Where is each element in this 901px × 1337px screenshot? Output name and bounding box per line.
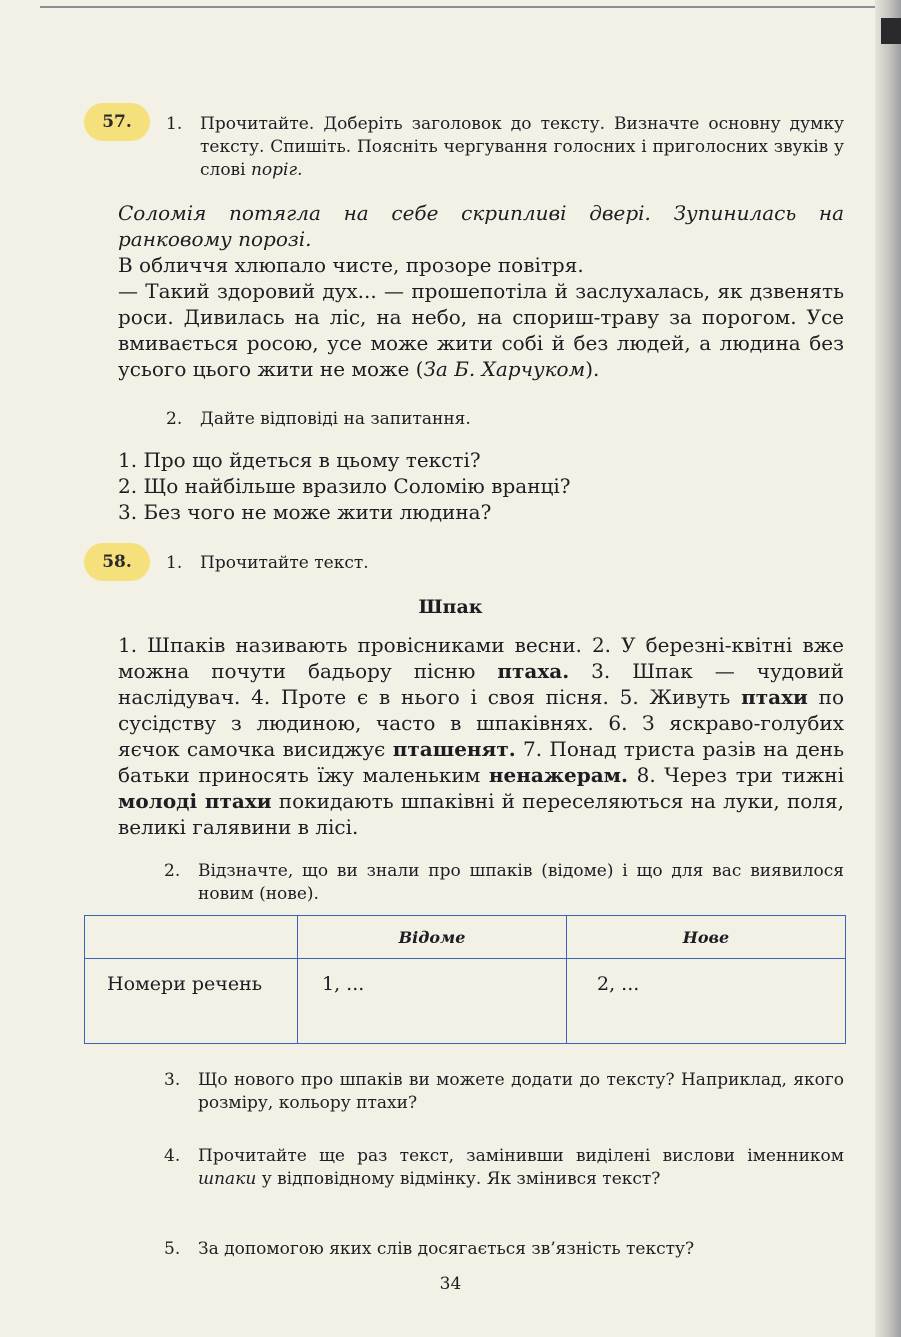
task-text: Дайте відповіді на запитання. — [200, 409, 471, 429]
table-cell-new: 2, ... — [567, 959, 846, 1044]
question-item: 1. Про що йдеться в цьому тексті? — [118, 448, 481, 472]
text-paragraph — [118, 632, 844, 840]
exercise-57-questions — [118, 447, 838, 525]
table-cell-known: 1, ... — [298, 959, 567, 1044]
task-number: 4. — [164, 1146, 181, 1166]
highlighted-phrase: птахи — [741, 685, 808, 709]
sentence-text: 7. Понад триста разів на день батьки приносять їжу маленьким — [118, 737, 845, 787]
task-number: 1. — [166, 114, 183, 134]
task-word: шпаки — [198, 1169, 257, 1189]
top-rule — [40, 6, 880, 8]
text-paragraph-3-end: ). — [585, 357, 600, 381]
exercise-57-task-2 — [166, 408, 844, 431]
exercise-58-badge: 58. — [84, 543, 150, 581]
exercise-57-badge: 57. — [84, 103, 150, 141]
question-item: 3. Без чого не може жити людина? — [118, 500, 492, 524]
table-row-label: Номери речень — [85, 959, 298, 1044]
table-header-empty — [85, 916, 298, 959]
sentence-text: 1. Шпаків називають провісниками весни. 2. У березні-квітні вже можна почути бадьору пісню — [118, 633, 844, 683]
question-item: 2. Що найбільше вразило Соломію вранці? — [118, 474, 571, 498]
highlighted-phrase: пташенят. — [392, 737, 516, 761]
task-number: 3. — [164, 1070, 181, 1090]
known-new-table — [84, 915, 846, 1044]
text-paragraph-2: В обличчя хлюпало чисте, прозоре повітря. — [118, 253, 584, 277]
task-word: поріг. — [250, 160, 303, 180]
exercise-58-task-3 — [164, 1069, 844, 1115]
page-number: 34 — [439, 1274, 462, 1294]
highlighted-phrase: ненажерам. — [488, 763, 629, 787]
text-paragraph-3-body: — Такий здоровий дух... — прошепотіла й заслухалась, як дзвенять роси. Дивилась на ліс, на небо, на спориш-траву за порогом. Усе вмивається росою, усе може жити собі й без людей, а людина без усього цього жити не може ( — [118, 279, 844, 381]
task-text: Прочитайте текст. — [200, 553, 369, 573]
task-number: 2. — [166, 409, 183, 429]
table-row — [85, 959, 846, 1044]
table-header-new: Нове — [567, 916, 846, 959]
exercise-58-task-2 — [164, 860, 844, 906]
table-header-known: Відоме — [298, 916, 567, 959]
text-author: За Б. Харчуком — [423, 357, 586, 381]
exercise-57-text-2 — [118, 252, 844, 382]
task-number: 5. — [164, 1239, 181, 1259]
table-header-row — [85, 916, 846, 959]
text-paragraph-3 — [118, 278, 844, 382]
exercise-58-text — [118, 632, 844, 840]
task-text-end: у відповідному відмінку. Як змінився текст? — [256, 1169, 661, 1189]
task-text: Прочитайте. Доберіть заголовок до тексту. Визначте основну думку тексту. Спишіть. Поясніть чергування голосних і приголосних звуків у слові — [200, 114, 844, 180]
exercise-58-task-4 — [164, 1145, 844, 1191]
task-text: Що нового про шпаків ви можете додати до тексту? Наприклад, якого розміру, кольору птахи? — [198, 1070, 844, 1113]
text-title: Шпак — [418, 596, 483, 618]
task-number: 2. — [164, 861, 181, 881]
exercise-58-task-5 — [164, 1238, 844, 1261]
task-text: Відзначте, що ви знали про шпаків (відоме) і що для вас виявилося новим (нове). — [198, 861, 844, 904]
highlighted-phrase: птаха. — [497, 659, 570, 683]
highlighted-phrase: молоді птахи — [118, 789, 272, 813]
sentence-text: 8. Через три тижні — [628, 763, 844, 787]
task-number: 1. — [166, 553, 183, 573]
exercise-58-task-1 — [166, 552, 844, 575]
exercise-57-text — [118, 200, 844, 252]
sentence-text: по сусідству з людиною, часто в шпаківнях. 6. З яскраво-голубих яєчок самочка висиджує — [118, 685, 844, 761]
page-edge-shadow — [875, 0, 901, 1337]
exercise-57-task-1 — [166, 113, 844, 182]
sentence-text: 3. Шпак — чудовий наслідувач. 4. Проте є в нього і своя пісня. 5. Живуть — [118, 659, 844, 709]
task-text: За допомогою яких слів досягається зв’язність тексту? — [198, 1239, 695, 1259]
sentence-text: покидають шпаківні й переселяються на луки, поля, великі галявини в лісі. — [118, 789, 844, 839]
text-paragraph-1: Соломія потягла на себе скрипливі двері. Зупинилась на ранковому порозі. — [118, 201, 844, 251]
page-edge-mark — [881, 18, 901, 44]
task-text: Прочитайте ще раз текст, замінивши виділені вислови іменником — [198, 1146, 844, 1166]
